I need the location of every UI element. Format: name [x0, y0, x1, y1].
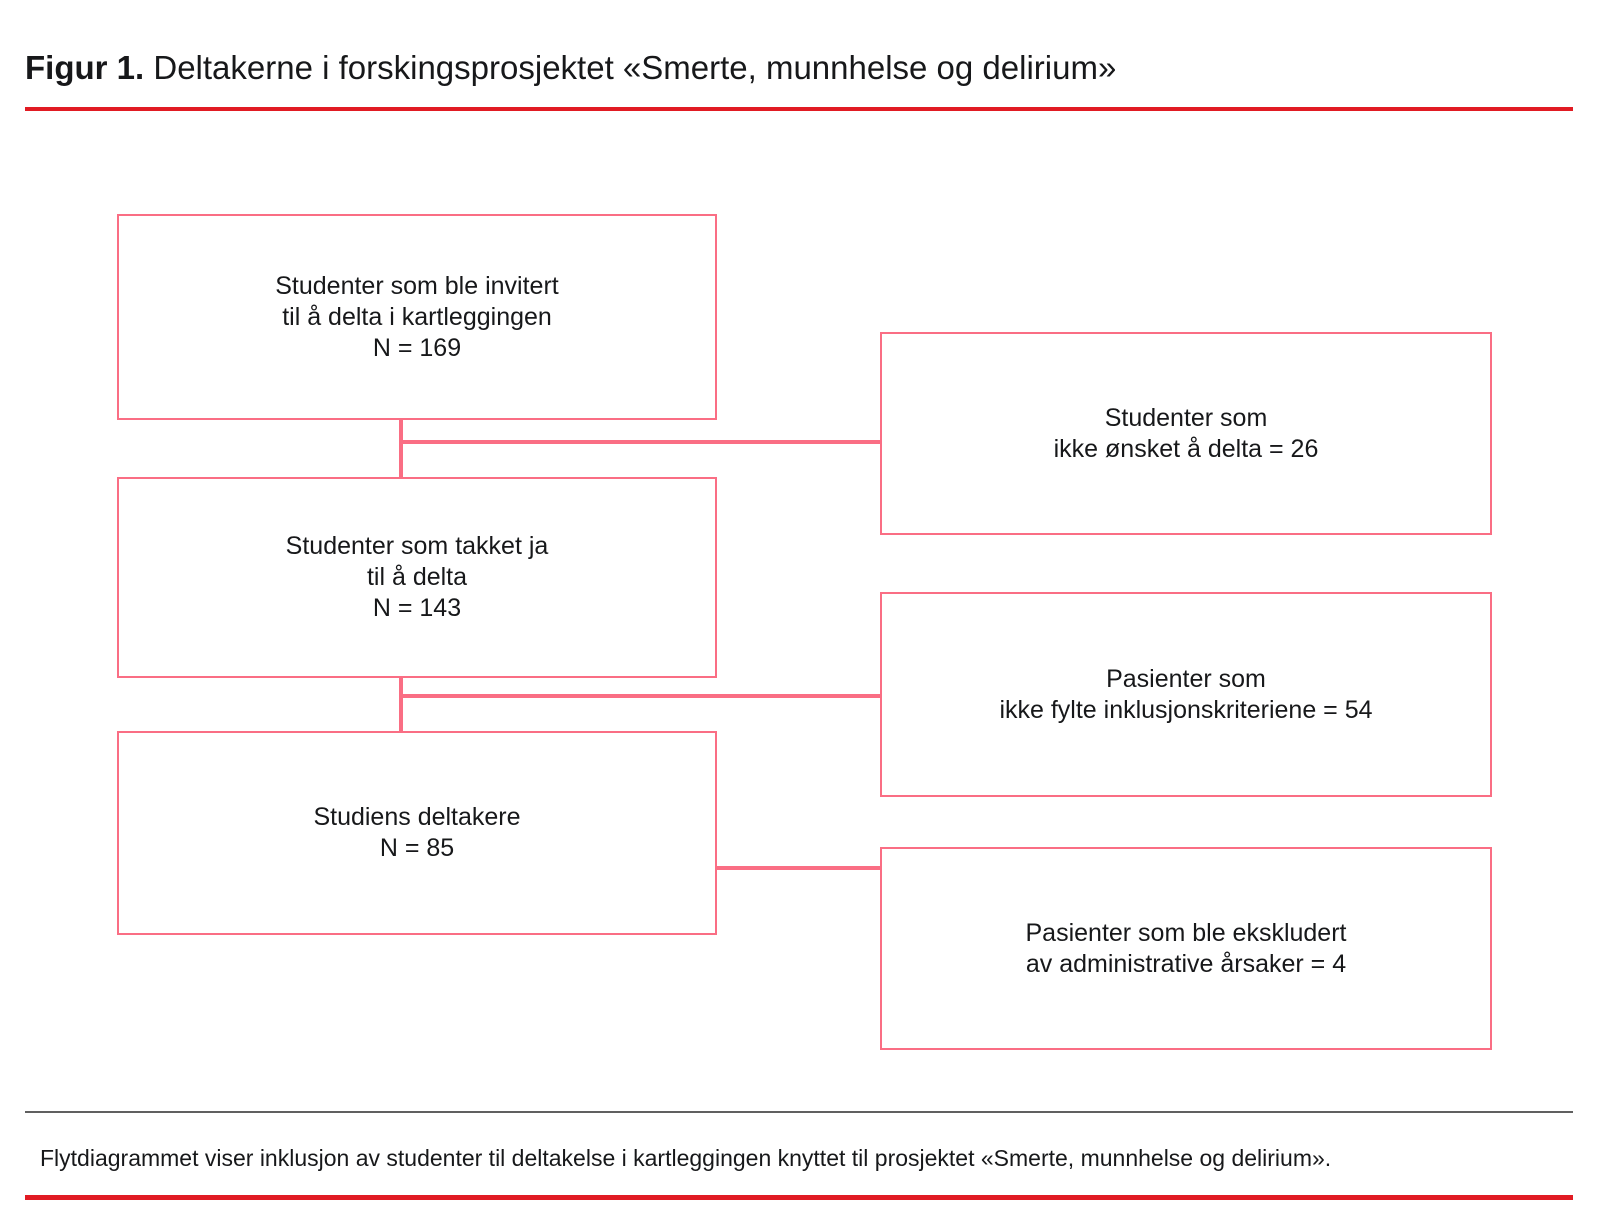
flow-box-accepted [117, 477, 717, 678]
flow-box-invited [117, 214, 717, 420]
flow-box-line: Studenter som takket ja [285, 532, 549, 560]
connector-to-not-eligible-box [399, 694, 882, 698]
figure-title [25, 48, 1573, 88]
flow-box-line: N = 169 [372, 333, 462, 362]
flow-box-line: Studiens deltakere [313, 803, 521, 831]
figure-caption: Flytdiagrammet viser inklusjon av studenter til deltakelse i kartleggingen knyttet til prosjektet «Smerte, munnhelse og delirium». [40, 1145, 1332, 1171]
flow-box-line: av administrative årsaker = 4 [1025, 949, 1347, 978]
title-divider [25, 107, 1573, 111]
footer-divider [25, 1111, 1573, 1113]
connector-accepted-to-participants [399, 676, 403, 734]
flow-box-line: N = 85 [379, 834, 455, 862]
bottom-accent-bar [25, 1195, 1573, 1200]
flow-box-line: ikke fylte inklusjonskriteriene = 54 [999, 695, 1373, 724]
flow-box-administrative [880, 847, 1492, 1050]
flow-box-line: Pasienter som ble ekskludert [1025, 918, 1347, 947]
connector-invited-to-accepted [399, 418, 403, 480]
flow-box-line: N = 143 [372, 594, 462, 622]
flow-box-not-eligible [880, 592, 1492, 797]
connector-to-declined-box [399, 440, 882, 444]
flow-box-declined [880, 332, 1492, 535]
figure-label: Figur 1. [25, 49, 145, 86]
figure-title-text: Deltakerne i forskingsprosjektet «Smerte, munnhelse og delirium» [153, 49, 1117, 86]
flow-box-line: til å delta [366, 563, 468, 591]
connector-to-administrative-box [715, 866, 882, 870]
flow-box-line: Studenter som [1104, 403, 1268, 432]
flow-box-line: Pasienter som [1106, 664, 1266, 693]
flow-box-line: ikke ønsket å delta = 26 [1053, 434, 1319, 463]
flow-box-line: Studenter som ble invitert [275, 271, 559, 300]
flow-box-line: til å delta i kartleggingen [282, 302, 552, 331]
flow-box-participants [117, 731, 717, 935]
